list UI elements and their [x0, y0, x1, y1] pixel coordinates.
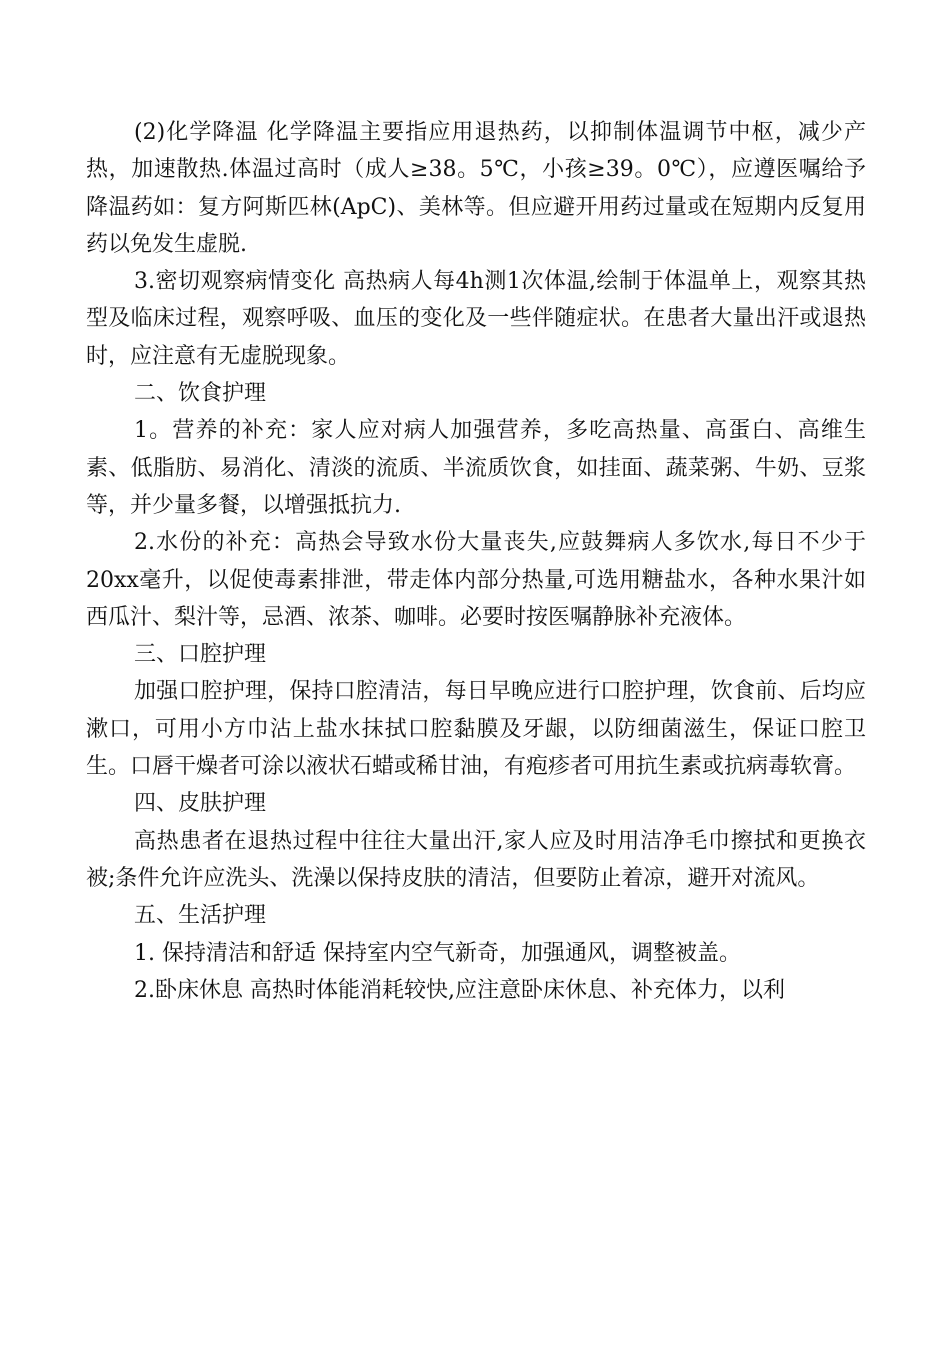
paragraph-chemical-cooling: (2)化学降温 化学降温主要指应用退热药，以抑制体温调节中枢，减少产热，加速散热.体温过高时（成人≥38。5℃，小孩≥39。0℃），应遵医嘱给予降温药如：复方阿斯匹林(ApC)、美林等。但应避开用药过量或在短期内反复用药以免发生虚脱.: [86, 120, 866, 257]
paragraph-skin-care: 高热患者在退热过程中往往大量出汗,家人应及时用洁净毛巾擦拭和更换衣被;条件允许应洗头、洗澡以保持皮肤的清洁，但要防止着凉，避开对流风。: [86, 828, 866, 891]
heading-diet-care: 二、饮食护理: [134, 381, 267, 407]
paragraph-observe-condition: 3.密切观察病情变化 高热病人每4h测1次体温,绘制于体温单上，观察其热型及临床过程，观察呼吸、血压的变化及一些伴随症状。在患者大量出汗或退热时，应注意有无虚脱现象。: [86, 269, 866, 369]
heading-oral-care: 三、口腔护理: [134, 642, 267, 668]
document-body: [86, 114, 866, 1009]
paragraph-bed-rest: 2.卧床休息 高热时体能消耗较快,应注意卧床休息、补充体力，以利: [134, 977, 785, 1003]
paragraph-oral-care: 加强口腔护理，保持口腔清洁，每日早晚应进行口腔护理，饮食前、后均应漱口，可用小方巾沾上盐水抹拭口腔黏膜及牙龈，以防细菌滋生，保证口腔卫生。口唇干燥者可涂以液状石蜡或稀甘油，有疱疹者可用抗生素或抗病毒软膏。: [86, 679, 866, 780]
paragraph-water-supplement: 2.水份的补充：高热会导致水份大量丧失,应鼓舞病人多饮水,每日不少于20xx毫升，以促使毒素排泄，带走体内部分热量,可选用糖盐水，各种水果汁如西瓜汁、梨汁等，忌酒、浓茶、咖啡。必要时按医嘱静脉补充液体。: [86, 530, 866, 630]
paragraph-cleanliness: 1. 保持清洁和舒适 保持室内空气新奇，加强通风，调整被盖。: [134, 940, 741, 966]
heading-skin-care: 四、皮肤护理: [134, 791, 267, 817]
heading-daily-care: 五、生活护理: [134, 903, 267, 929]
paragraph-nutrition: 1。营养的补充：家人应对病人加强营养，多吃高热量、高蛋白、高维生素、低脂肪、易消化、清淡的流质、半流质饮食，如挂面、蔬菜粥、牛奶、豆浆等，并少量多餐，以增强抵抗力.: [86, 418, 866, 518]
